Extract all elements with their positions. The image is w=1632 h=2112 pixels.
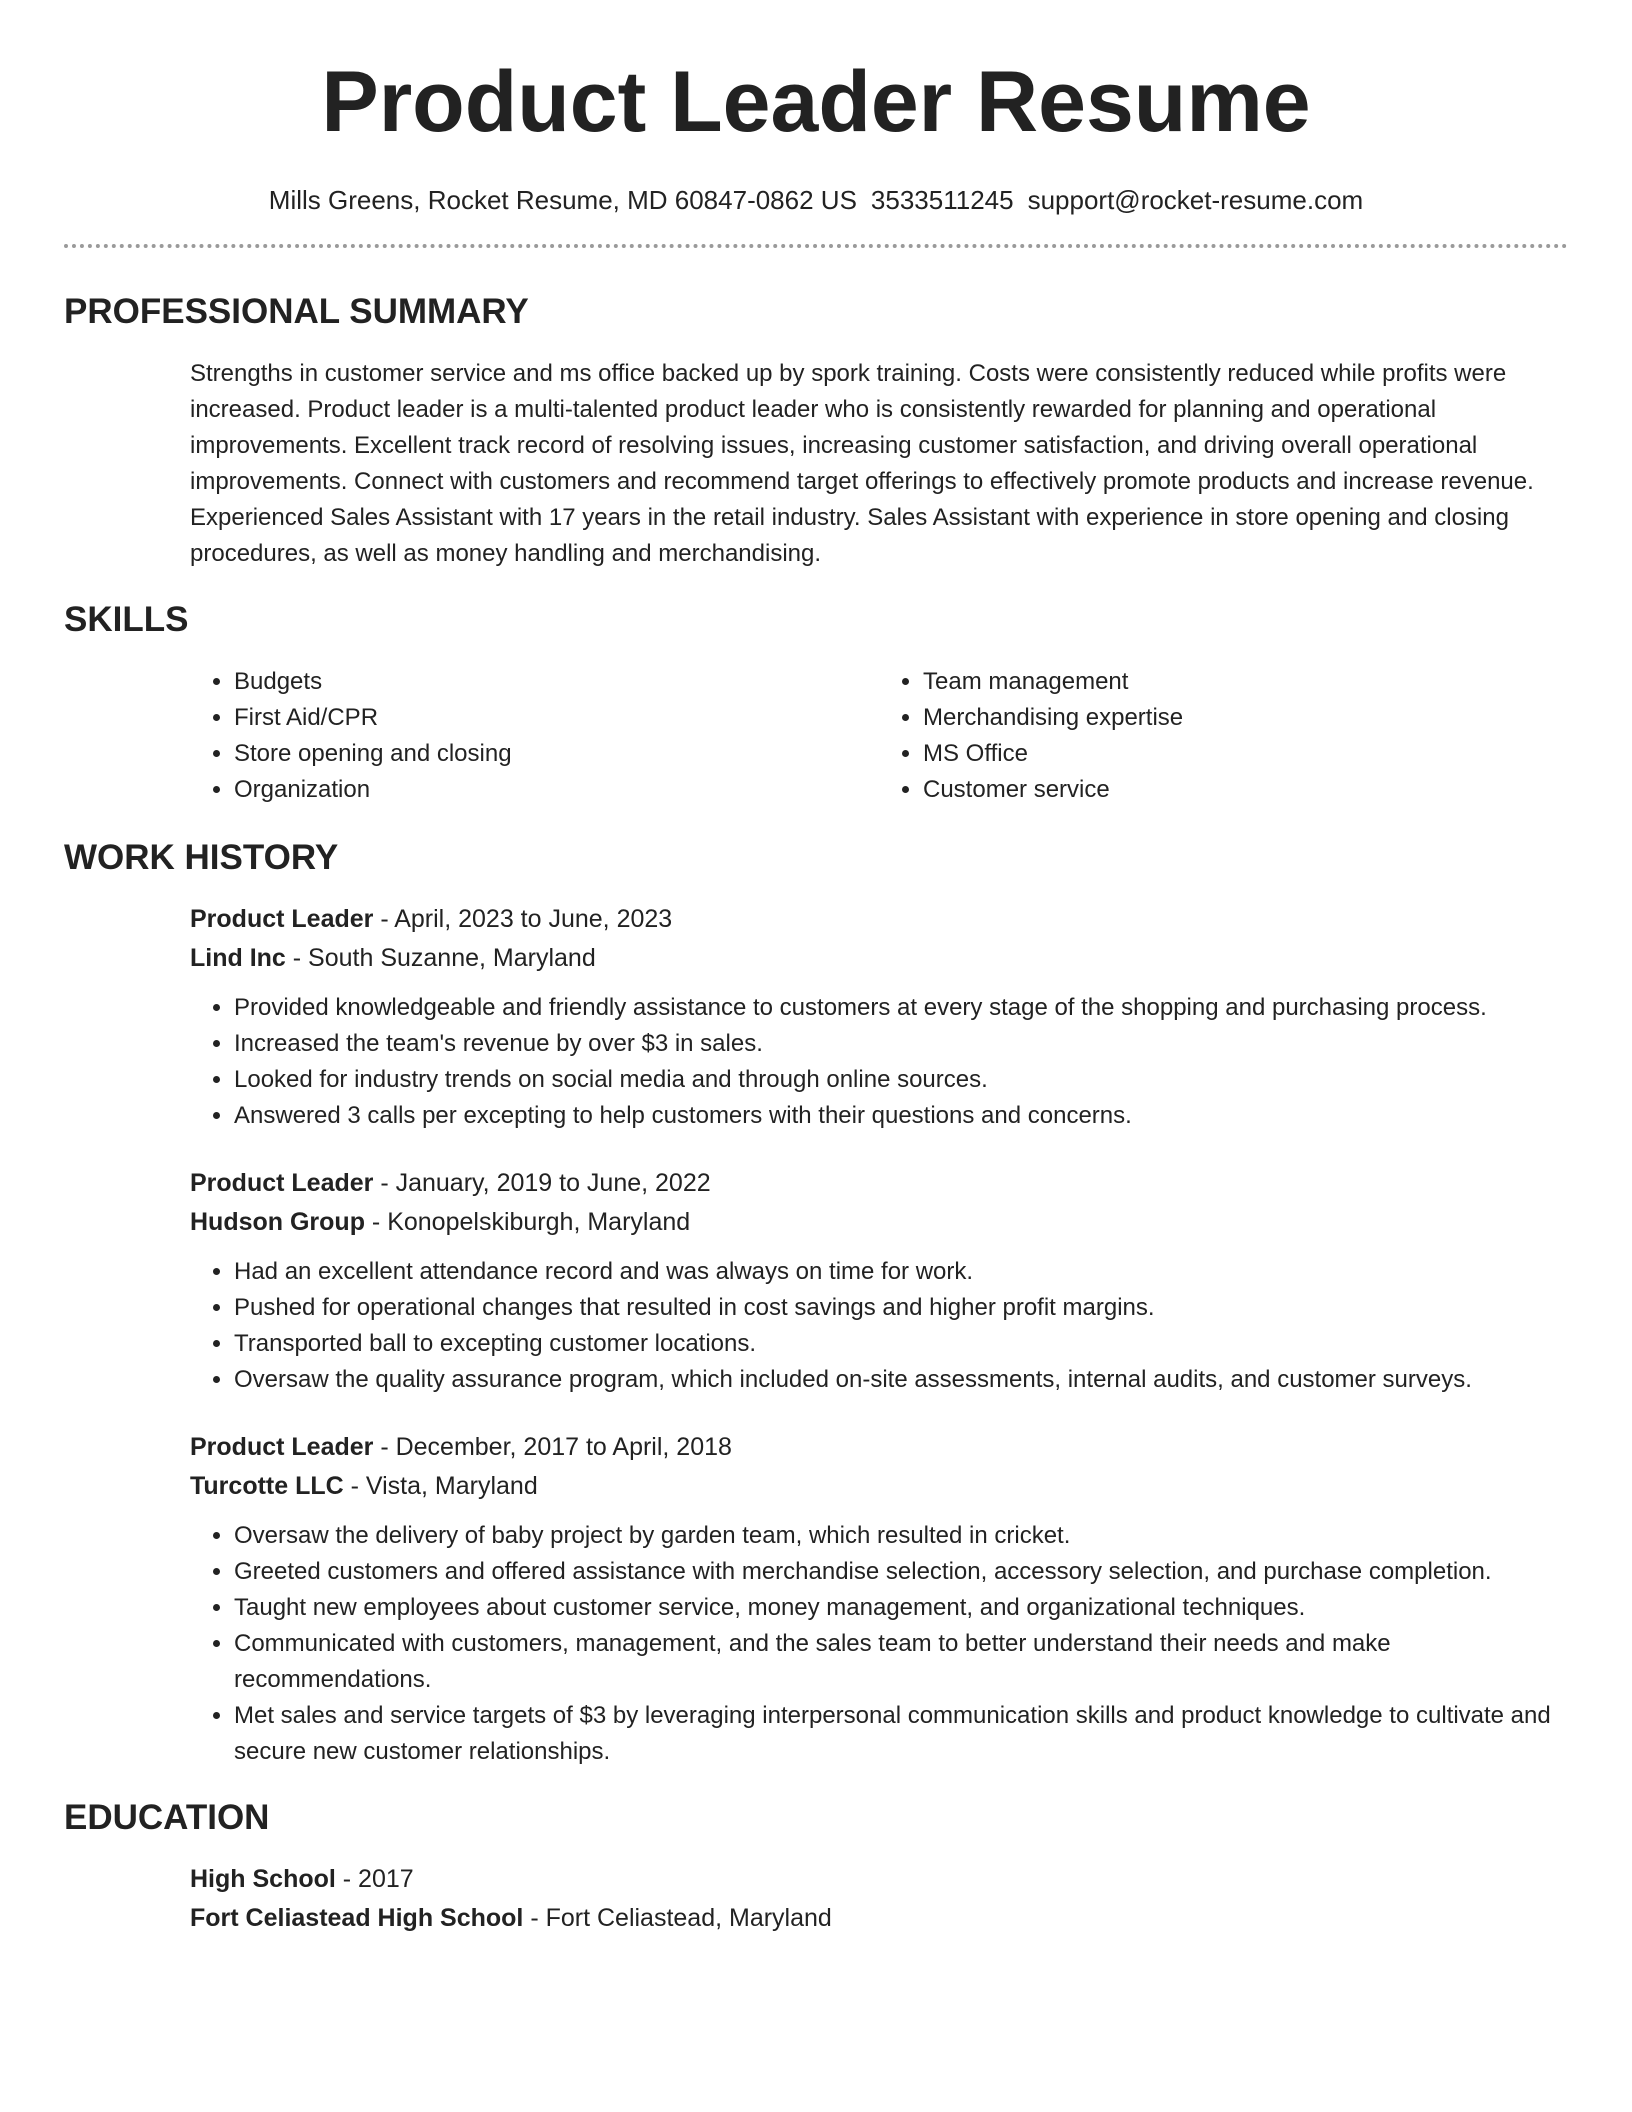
job-company-line: [190, 1203, 1568, 1242]
skills-heading: SKILLS: [64, 600, 189, 639]
education-year: - 2017: [335, 1865, 414, 1893]
contact-address: Mills Greens, Rocket Resume, MD 60847-0862 US: [268, 185, 857, 215]
skill-item: • Merchandising expertise: [923, 700, 1568, 736]
header-divider: [64, 244, 1568, 248]
job-company-line: [190, 939, 1568, 978]
job-location: - Vista, Maryland: [343, 1472, 538, 1500]
job-location: - South Suzanne, Maryland: [285, 944, 596, 972]
skills-list-left: [190, 664, 879, 808]
job-bullets: [190, 1254, 1568, 1398]
resume-page: [64, 0, 1568, 1938]
job-bullet: • Provided knowledgeable and friendly assistance to customers at every stage of the shopping and purchasing process.: [234, 990, 1568, 1026]
education-degree-line: [190, 1860, 1568, 1899]
contact-line: [64, 182, 1568, 218]
summary-text: Strengths in customer service and ms office backed up by spork training. Costs were consistently reduced while profits were increased. Product leader is a multi-talented product leader who is consistently rewarded for planning and operational improvements. Excellent track record of resolving issues, increasing customer satisfaction, and driving overall operational improvements. Connect with customers and recommend target offerings to effectively promote products and increase revenue. Experienced Sales Assistant with 17 years in the retail industry. Sales Assistant with experience in store opening and closing procedures, as well as money handling and merchandising.: [190, 360, 1534, 567]
job-title: Product Leader: [190, 905, 374, 933]
resume-title: Product Leader Resume: [321, 54, 1311, 150]
job-dates: - December, 2017 to April, 2018: [373, 1433, 732, 1461]
education-section: [190, 1860, 1568, 1938]
job-location: - Konopelskiburgh, Maryland: [364, 1208, 691, 1236]
skill-item: • Team management: [923, 664, 1568, 700]
job-bullet: • Oversaw the quality assurance program, which included on-site assessments, internal audits, and customer surveys.: [234, 1362, 1568, 1398]
contact-email: support@rocket-resume.com: [1027, 185, 1364, 215]
job-bullet: • Taught new employees about customer service, money management, and organizational techniques.: [234, 1590, 1568, 1626]
skill-item: • MS Office: [923, 736, 1568, 772]
job-company-line: [190, 1467, 1568, 1506]
skill-item: • Store opening and closing: [234, 736, 879, 772]
job-dates: - April, 2023 to June, 2023: [373, 905, 673, 933]
job-title-line: [190, 1164, 1568, 1203]
summary-heading: PROFESSIONAL SUMMARY: [64, 292, 529, 331]
job-title-line: [190, 900, 1568, 939]
job-entry: [190, 1428, 1568, 1770]
job-bullet: • Met sales and service targets of $3 by leveraging interpersonal communication skills and product knowledge to cultivate and secure new customer relationships.: [234, 1698, 1568, 1770]
skill-item: • First Aid/CPR: [234, 700, 879, 736]
job-bullet: • Answered 3 calls per excepting to help customers with their questions and concerns.: [234, 1098, 1568, 1134]
job-title: Product Leader: [190, 1433, 374, 1461]
education-school-line: [190, 1899, 1568, 1938]
education-location: - Fort Celiastead, Maryland: [523, 1904, 832, 1932]
work-history-heading: WORK HISTORY: [64, 838, 339, 877]
job-bullet: • Oversaw the delivery of baby project by garden team, which resulted in cricket.: [234, 1518, 1568, 1554]
skills-list-right: [879, 664, 1568, 808]
job-title: Product Leader: [190, 1169, 374, 1197]
skill-item: • Budgets: [234, 664, 879, 700]
education-school: Fort Celiastead High School: [190, 1904, 524, 1932]
summary-section: [190, 356, 1568, 572]
job-bullet: • Had an excellent attendance record and was always on time for work.: [234, 1254, 1568, 1290]
job-bullet: • Increased the team's revenue by over $3 in sales.: [234, 1026, 1568, 1062]
education-degree: High School: [190, 1865, 336, 1893]
skill-item: • Customer service: [923, 772, 1568, 808]
job-bullet: • Pushed for operational changes that resulted in cost savings and higher profit margins.: [234, 1290, 1568, 1326]
job-bullets: [190, 1518, 1568, 1770]
job-entry: [190, 1164, 1568, 1398]
job-dates: - January, 2019 to June, 2022: [373, 1169, 711, 1197]
job-bullets: [190, 990, 1568, 1134]
education-heading: EDUCATION: [64, 1798, 270, 1837]
job-company: Hudson Group: [190, 1208, 365, 1236]
job-bullet: • Looked for industry trends on social media and through online sources.: [234, 1062, 1568, 1098]
work-history-section: [190, 900, 1568, 1770]
job-bullet: • Greeted customers and offered assistance with merchandise selection, accessory selection, and purchase completion.: [234, 1554, 1568, 1590]
contact-phone: 3533511245: [870, 185, 1014, 215]
job-title-line: [190, 1428, 1568, 1467]
job-bullet: • Communicated with customers, management, and the sales team to better understand their needs and make recommendations.: [234, 1626, 1568, 1698]
job-bullet: • Transported ball to excepting customer locations.: [234, 1326, 1568, 1362]
job-entry: [190, 900, 1568, 1134]
skills-section: [190, 664, 1568, 808]
job-company: Turcotte LLC: [190, 1472, 344, 1500]
job-company: Lind Inc: [190, 944, 286, 972]
skill-item: • Organization: [234, 772, 879, 808]
